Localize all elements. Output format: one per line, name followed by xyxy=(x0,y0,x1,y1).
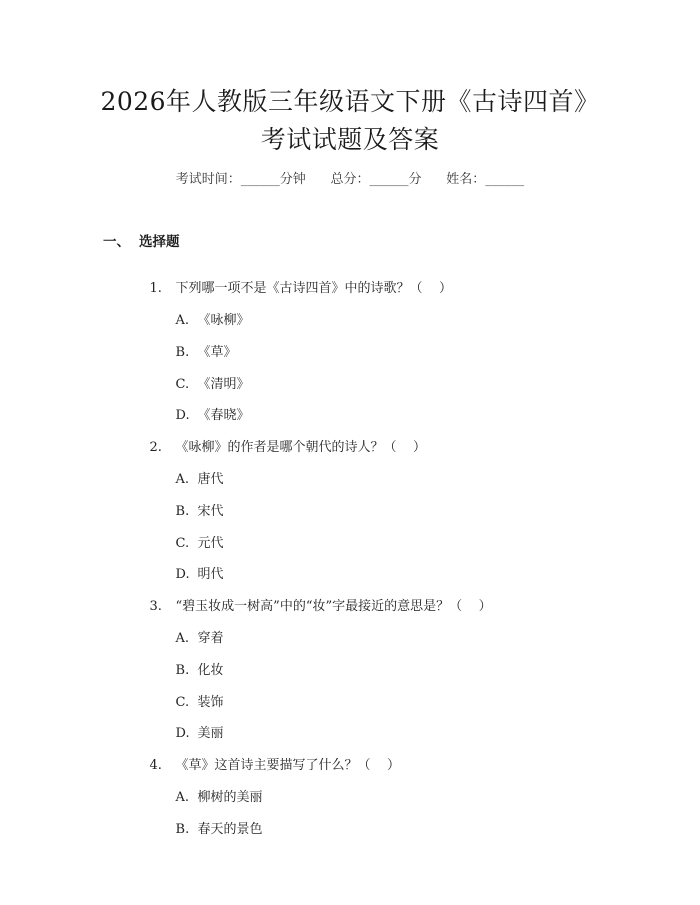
question-text: “碧玉妆成一树高”中的“妆”字最接近的意思是？（ ） xyxy=(175,599,492,614)
option-key: C. xyxy=(175,377,190,392)
option-key: B. xyxy=(175,822,190,837)
option-key: B. xyxy=(175,663,190,678)
option-text: 宋代 xyxy=(197,504,224,519)
option-key: D. xyxy=(175,567,190,582)
option-key: C. xyxy=(175,536,190,551)
option-text: 《春晓》 xyxy=(197,408,250,423)
option-text: 春天的景色 xyxy=(197,822,263,837)
question-number: 3. xyxy=(149,599,162,614)
option-key: A. xyxy=(175,472,190,487)
option-text: 穿着 xyxy=(197,631,224,646)
option-key: B. xyxy=(175,504,190,519)
exam-info-line: 考试时间：______分钟 总分：______分 姓名：______ xyxy=(175,172,525,187)
option-key: C. xyxy=(175,695,190,710)
option-text: 《草》 xyxy=(197,345,237,360)
option-text: 柳树的美丽 xyxy=(197,790,263,805)
option-key: D. xyxy=(175,408,190,423)
option-key: A. xyxy=(175,790,190,805)
option-text: 美丽 xyxy=(197,726,224,741)
section-number: 一、 xyxy=(103,234,130,250)
option-text: 唐代 xyxy=(197,472,224,487)
question-number: 1. xyxy=(149,281,162,296)
option-text: 元代 xyxy=(197,536,224,551)
option-4b xyxy=(159,803,263,852)
option-key: B. xyxy=(175,345,190,360)
exam-title-line2: 考试试题及答案 xyxy=(260,125,440,154)
option-text: 《清明》 xyxy=(197,377,250,392)
option-key: A. xyxy=(175,313,190,328)
option-text: 《咏柳》 xyxy=(197,313,250,328)
section-heading xyxy=(103,230,180,250)
question-number: 4. xyxy=(149,758,162,773)
option-text: 化妆 xyxy=(197,663,224,678)
question-text: 下列哪一项不是《古诗四首》中的诗歌？（ ） xyxy=(175,281,453,296)
question-text: 《草》这首诗主要描写了什么？（ ） xyxy=(175,758,401,773)
exam-title-line1: 2026年人教版三年级语文下册《古诗四首》 xyxy=(100,87,600,116)
question-number: 2. xyxy=(149,440,162,455)
option-text: 明代 xyxy=(197,567,224,582)
option-text: 装饰 xyxy=(197,695,224,710)
question-text: 《咏柳》的作者是哪个朝代的诗人？（ ） xyxy=(175,440,427,455)
option-key: D. xyxy=(175,726,190,741)
option-key: A. xyxy=(175,631,190,646)
section-label: 选择题 xyxy=(139,234,180,250)
